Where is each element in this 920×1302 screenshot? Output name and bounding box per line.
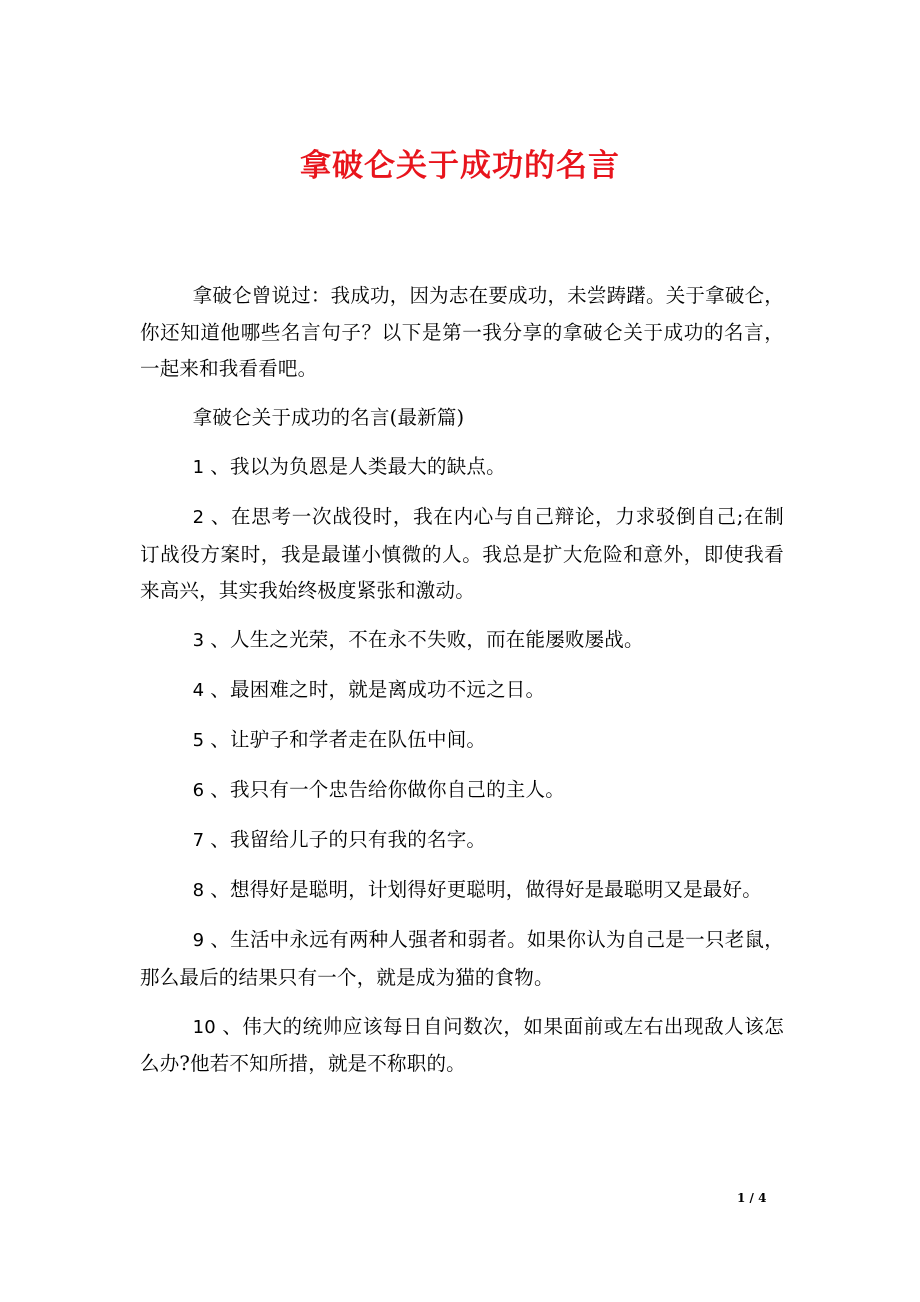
list-item bbox=[140, 772, 784, 810]
item-number: 1 bbox=[192, 457, 205, 478]
item-text: 、人生之光荣，不在永不失败，而在能屡败屡战。 bbox=[210, 628, 644, 651]
item-text: 、最困难之时，就是离成功不远之日。 bbox=[210, 678, 546, 701]
list-item bbox=[140, 622, 784, 660]
list-item bbox=[140, 722, 784, 760]
list-item bbox=[140, 872, 784, 910]
intro-paragraph: 拿破仑曾说过：我成功，因为志在要成功，未尝踌躇。关于拿破仑，你还知道他哪些名言句子？以下是第一我分享的拿破仑关于成功的名言，一起来和我看看吧。 bbox=[140, 284, 784, 380]
item-number: 4 bbox=[192, 680, 205, 701]
page-indicator: 1 / 4 bbox=[737, 1191, 767, 1205]
item-number: 2 bbox=[192, 507, 205, 528]
item-text: 、我以为负恩是人类最大的缺点。 bbox=[210, 455, 506, 478]
item-number: 6 bbox=[192, 780, 205, 801]
item-number: 9 bbox=[192, 930, 205, 951]
list-item bbox=[140, 672, 784, 710]
item-text: 、我只有一个忠告给你做你自己的主人。 bbox=[210, 778, 565, 801]
item-text: 、想得好是聪明，计划得好更聪明，做得好是最聪明又是最好。 bbox=[210, 878, 762, 901]
list-item bbox=[140, 922, 784, 996]
list-item bbox=[140, 449, 784, 487]
document-body bbox=[140, 278, 784, 1095]
list-item bbox=[140, 1009, 784, 1083]
item-text: 、我留给儿子的只有我的名字。 bbox=[210, 828, 487, 851]
item-number: 7 bbox=[192, 830, 205, 851]
document-title: 拿破仑关于成功的名言 bbox=[300, 148, 620, 184]
list-item bbox=[140, 822, 784, 860]
item-text: 、在思考一次战役时，我在内心与自己辩论，力求驳倒自己;在制订战役方案时，我是最谨小慎微的人。我总是扩大危险和意外，即使我看来高兴，其实我始终极度紧张和激动。 bbox=[140, 505, 784, 602]
item-number: 8 bbox=[192, 880, 205, 901]
section-heading: 拿破仑关于成功的名言(最新篇) bbox=[192, 406, 465, 429]
item-number: 5 bbox=[192, 730, 205, 751]
item-text: 、生活中永远有两种人强者和弱者。如果你认为自己是一只老鼠，那么最后的结果只有一个，就是成为猫的食物。 bbox=[140, 928, 784, 989]
item-text: 、伟大的统帅应该每日自问数次，如果面前或左右出现敌人该怎么办?他若不知所措，就是不称职的。 bbox=[140, 1014, 784, 1075]
item-text: 、让驴子和学者走在队伍中间。 bbox=[210, 728, 487, 751]
list-item bbox=[140, 499, 784, 610]
item-number: 10 bbox=[192, 1016, 216, 1038]
item-number: 3 bbox=[192, 630, 205, 651]
